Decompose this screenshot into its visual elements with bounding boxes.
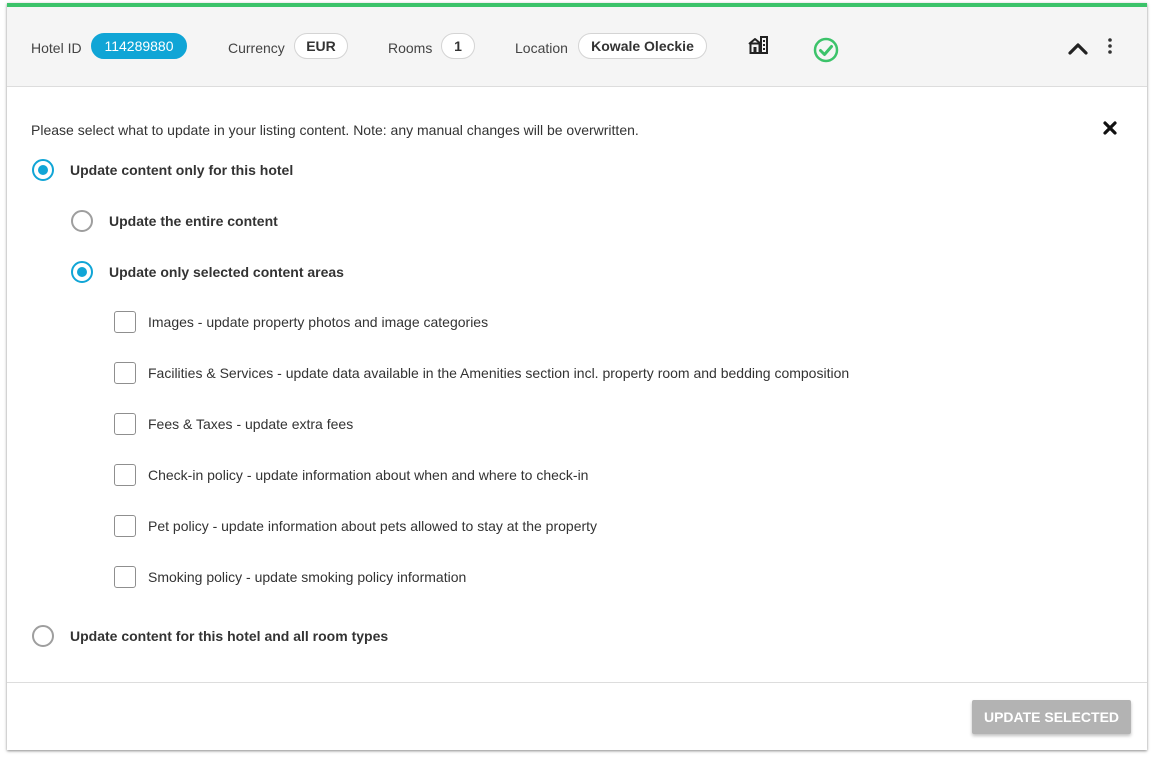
location-label: Location xyxy=(515,40,568,56)
checkbox-facilities[interactable] xyxy=(114,362,136,384)
checkbox-images[interactable] xyxy=(114,311,136,333)
location-badge: Kowale Oleckie xyxy=(578,33,707,59)
update-note: Please select what to update in your listing content. Note: any manual changes will be overwritten. xyxy=(31,122,639,138)
currency-label: Currency xyxy=(228,40,285,56)
radio-all-room-types[interactable] xyxy=(32,625,54,647)
more-vert-icon[interactable] xyxy=(1106,37,1114,60)
rooms-label: Rooms xyxy=(388,40,433,56)
area-images-label: Images - update property photos and image categories xyxy=(148,314,489,330)
building-icon xyxy=(747,35,769,60)
radio-hotel-only[interactable] xyxy=(32,159,54,181)
radio-entire-content[interactable] xyxy=(71,210,93,232)
hotel-id-badge: 114289880 xyxy=(91,33,187,59)
area-checkin-policy-label: Check-in policy - update information about when and where to check-in xyxy=(148,467,589,483)
option-all-room-types-label: Update content for this hotel and all room types xyxy=(70,628,389,644)
chevron-up-icon[interactable] xyxy=(1068,41,1088,60)
checkbox-smoking-policy[interactable] xyxy=(114,566,136,588)
checkbox-checkin-policy[interactable] xyxy=(114,464,136,486)
option-entire-content-label: Update the entire content xyxy=(109,213,278,229)
rooms-badge: 1 xyxy=(441,33,475,59)
area-smoking-policy-label: Smoking policy - update smoking policy information xyxy=(148,569,467,585)
option-selected-areas-label: Update only selected content areas xyxy=(109,264,344,280)
area-pet-policy-label: Pet policy - update information about pets allowed to stay at the property xyxy=(148,518,598,534)
hotel-header xyxy=(7,7,1147,87)
area-fees-taxes-label: Fees & Taxes - update extra fees xyxy=(148,416,354,432)
option-hotel-only-label: Update content only for this hotel xyxy=(70,162,294,178)
check-circle-icon xyxy=(813,37,839,68)
checkbox-pet-policy[interactable] xyxy=(114,515,136,537)
hotel-id-label: Hotel ID xyxy=(31,40,82,56)
footer-divider xyxy=(7,682,1147,683)
currency-badge: EUR xyxy=(294,33,348,59)
update-selected-button[interactable]: UPDATE SELECTED xyxy=(972,700,1131,734)
area-facilities-label: Facilities & Services - update data available in the Amenities section incl. property room and bedding composition xyxy=(148,365,850,381)
hotel-card xyxy=(7,3,1147,750)
checkbox-fees-taxes[interactable] xyxy=(114,413,136,435)
close-icon[interactable] xyxy=(1101,119,1119,137)
radio-selected-areas[interactable] xyxy=(71,261,93,283)
